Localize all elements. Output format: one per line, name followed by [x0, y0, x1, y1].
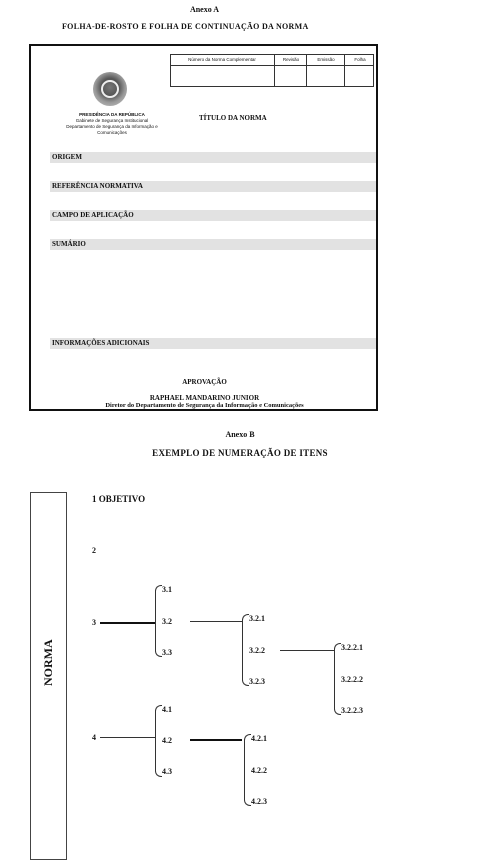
item-3-3: 3.3 [162, 648, 172, 657]
section-sumario: SUMÁRIO [52, 240, 86, 248]
connector-4-2 [190, 739, 242, 741]
org-line-1: PRESIDÊNCIA DA REPÚBLICA [79, 112, 145, 117]
header-cell-number: Número da Norma Complementar [188, 57, 256, 62]
item-3-2: 3.2 [162, 617, 172, 626]
item-3-2-1: 3.2.1 [249, 614, 265, 623]
connector-3-2-2 [280, 650, 334, 651]
header-table [170, 54, 374, 87]
item-3-2-2-3: 3.2.2.3 [341, 706, 363, 715]
item-4-3: 4.3 [162, 767, 172, 776]
header-cell-revision: Revisão [274, 55, 307, 87]
coat-of-arms-icon [93, 72, 127, 106]
section-band-origem [50, 152, 376, 163]
item-3-1: 3.1 [162, 585, 172, 594]
section-referencia-normativa: REFERÊNCIA NORMATIVA [52, 182, 143, 190]
brace-3-2-2 [334, 643, 341, 715]
item-4-2-2: 4.2.2 [251, 766, 267, 775]
norma-side-label: NORMA [41, 639, 55, 686]
connector-3-2 [190, 621, 242, 622]
org-line-3: Departamento de Segurança da Informação e [66, 124, 158, 129]
item-3-2-3: 3.2.3 [249, 677, 265, 686]
org-line-4: Comunicações [97, 130, 127, 135]
brace-4 [155, 705, 162, 777]
item-3-2-2: 3.2.2 [249, 646, 265, 655]
section-band-sumario [50, 239, 376, 250]
annex-a-title: Anexo A [189, 5, 220, 14]
item-4: 4 [92, 733, 96, 742]
approver-name: RAPHAEL MANDARINO JUNIOR [149, 394, 260, 402]
section-campo-aplicacao: CAMPO DE APLICAÇÃO [52, 211, 134, 219]
header-cell-issue: Emissão [306, 55, 345, 87]
item-3-2-2-1: 3.2.2.1 [341, 643, 363, 652]
item-3-2-2-2: 3.2.2.2 [341, 675, 363, 684]
brace-4-2 [244, 734, 251, 806]
annex-b-title: Anexo B [225, 430, 255, 439]
approver-role: Diretor do Departamento de Segurança da Informação e Comunicações [105, 402, 304, 409]
brace-3 [155, 585, 162, 657]
item-3: 3 [92, 618, 96, 627]
connector-4 [100, 737, 156, 738]
norm-title: TÍTULO DA NORMA [199, 114, 267, 122]
section-informacoes-adicionais: INFORMAÇÕES ADICIONAIS [52, 339, 150, 347]
approval-label: APROVAÇÃO [182, 378, 227, 386]
organization-block [52, 112, 172, 136]
item-2: 2 [92, 546, 96, 555]
header-cell-page: Folha [344, 55, 375, 87]
item-4-2-3: 4.2.3 [251, 797, 267, 806]
item-4-1: 4.1 [162, 705, 172, 714]
item-4-2-1: 4.2.1 [251, 734, 267, 743]
item-1-objetivo: 1 OBJETIVO [92, 494, 146, 504]
annex-a-subtitle: FOLHA-DE-ROSTO E FOLHA DE CONTINUAÇÃO DA NORMA [62, 22, 309, 31]
item-4-2: 4.2 [162, 736, 172, 745]
org-line-2: Gabinete de Segurança Institucional [75, 118, 149, 123]
connector-3 [100, 622, 156, 624]
brace-3-2 [242, 614, 249, 686]
cover-sheet-frame [29, 44, 378, 411]
annex-b-subtitle: EXEMPLO DE NUMERAÇÃO DE ITENS [152, 448, 328, 458]
section-origem: ORIGEM [52, 153, 82, 161]
